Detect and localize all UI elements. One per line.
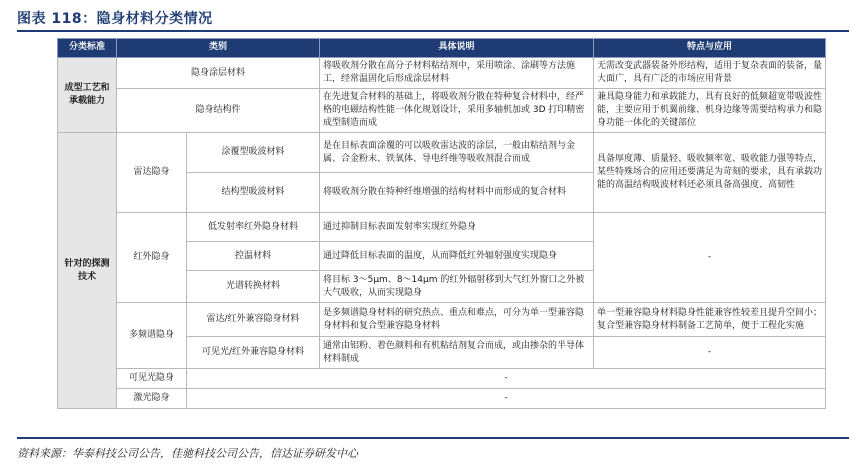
table-row	[58, 89, 826, 133]
radar-feature: 具备厚度薄、质量轻、吸收频率宽、吸收能力强等特点，某些特殊场合的应用还要满足为苛刻的要求，具有承载功能的高温结构吸波材料还必须具备高强度、高韧性	[594, 133, 826, 213]
visible-value: -	[187, 369, 826, 389]
infrared-group: 红外隐身	[117, 213, 187, 303]
table-row	[58, 213, 826, 242]
radar-struct-name: 结构型吸波材料	[187, 173, 320, 213]
vis-ir-name: 可见光/红外兼容隐身材料	[187, 337, 320, 369]
laser-group: 激光隐身	[117, 389, 187, 409]
header-category: 分类标准	[58, 39, 117, 58]
multi-group: 多频谱隐身	[117, 303, 187, 369]
header-row	[58, 39, 826, 58]
title-bar	[17, 6, 849, 32]
materials-table	[57, 38, 826, 409]
vis-ir-desc: 通常由铝粉、着色颜料和有机粘结剂复合而成，或由掺杂的半导体材料制成	[320, 337, 594, 369]
radar-coating-desc: 是在目标表面涂覆的可以吸收雷达波的涂层，一般由粘结剂与金属、合金粉末、铁氧体、导电纤维等吸收剂混合而成	[320, 133, 594, 173]
footer	[17, 437, 849, 463]
radar-struct-desc: 将吸收剂分散在特种纤维增强的结构材料中而形成的复合材料	[320, 173, 594, 213]
ir-low-desc: 通过抑制目标表面发射率实现红外隐身	[320, 213, 594, 242]
ir-conv-name: 光谱转换材料	[187, 271, 320, 303]
coating-feature: 无需改变武器装备外形结构，适用于复杂表面的装备，量大面广，具有广泛的市场应用背景	[594, 58, 826, 89]
laser-value: -	[187, 389, 826, 409]
table-row	[58, 58, 826, 89]
table-row	[58, 389, 826, 409]
coating-desc: 将吸收剂分散在高分子材料粘结剂中，采用喷涂、涂刷等方法施工，经常温固化后形成涂层材料	[320, 58, 594, 89]
ir-temp-desc: 通过降低目标表面的温度，从而降低红外辐射强度实现隐身	[320, 242, 594, 271]
radar-ir-name: 雷达/红外兼容隐身材料	[187, 303, 320, 337]
figure-title: 图表 118：隐身材料分类情况	[17, 11, 213, 27]
coating-type: 隐身涂层材料	[117, 58, 320, 89]
table-row	[58, 369, 826, 389]
radar-coating-name: 涂覆型吸波材料	[187, 133, 320, 173]
ir-temp-name: 控温材料	[187, 242, 320, 271]
structural-feature: 兼具隐身能力和承载能力，具有良好的低频超宽带吸波性能，主要应用于机翼前缘、机身边缘等需要结构承力和隐身功能一体化的关键部位	[594, 89, 826, 133]
vis-ir-feature: -	[594, 337, 826, 369]
header-description: 具体说明	[320, 39, 594, 58]
ir-low-name: 低发射率红外隐身材料	[187, 213, 320, 242]
table-row	[58, 133, 826, 173]
structural-type: 隐身结构件	[117, 89, 320, 133]
table-row	[58, 303, 826, 337]
header-type: 类别	[117, 39, 320, 58]
radar-group: 雷达隐身	[117, 133, 187, 213]
category-process: 成型工艺和承载能力	[58, 58, 117, 133]
ir-conv-desc: 将目标 3～5μm、8～14μm 的红外辐射移到大气红外窗口之外被大气吸收，从而实现隐身	[320, 271, 594, 303]
infrared-feature: -	[594, 213, 826, 303]
radar-ir-feature: 单一型兼容隐身材料隐身性能兼容性较差且提升空间小；复合型兼容隐身材料制备工艺简单，便于工程化实施	[594, 303, 826, 337]
structural-desc: 在先进复合材料的基础上，将吸收剂分散在特种复合材料中，经严格的电磁结构性能一体化规划设计，采用多轴机加或 3D 打印精密成型制造而成	[320, 89, 594, 133]
visible-group: 可见光隐身	[117, 369, 187, 389]
radar-ir-desc: 是多频谱隐身材料的研究热点、重点和难点，可分为单一型兼容隐身材料和复合型兼容隐身材料	[320, 303, 594, 337]
source-note: 资料来源：华泰科技公司公告，佳驰科技公司公告，信达证券研发中心	[17, 447, 358, 460]
header-features: 特点与应用	[594, 39, 826, 58]
category-detection: 针对的探测技术	[58, 133, 117, 409]
